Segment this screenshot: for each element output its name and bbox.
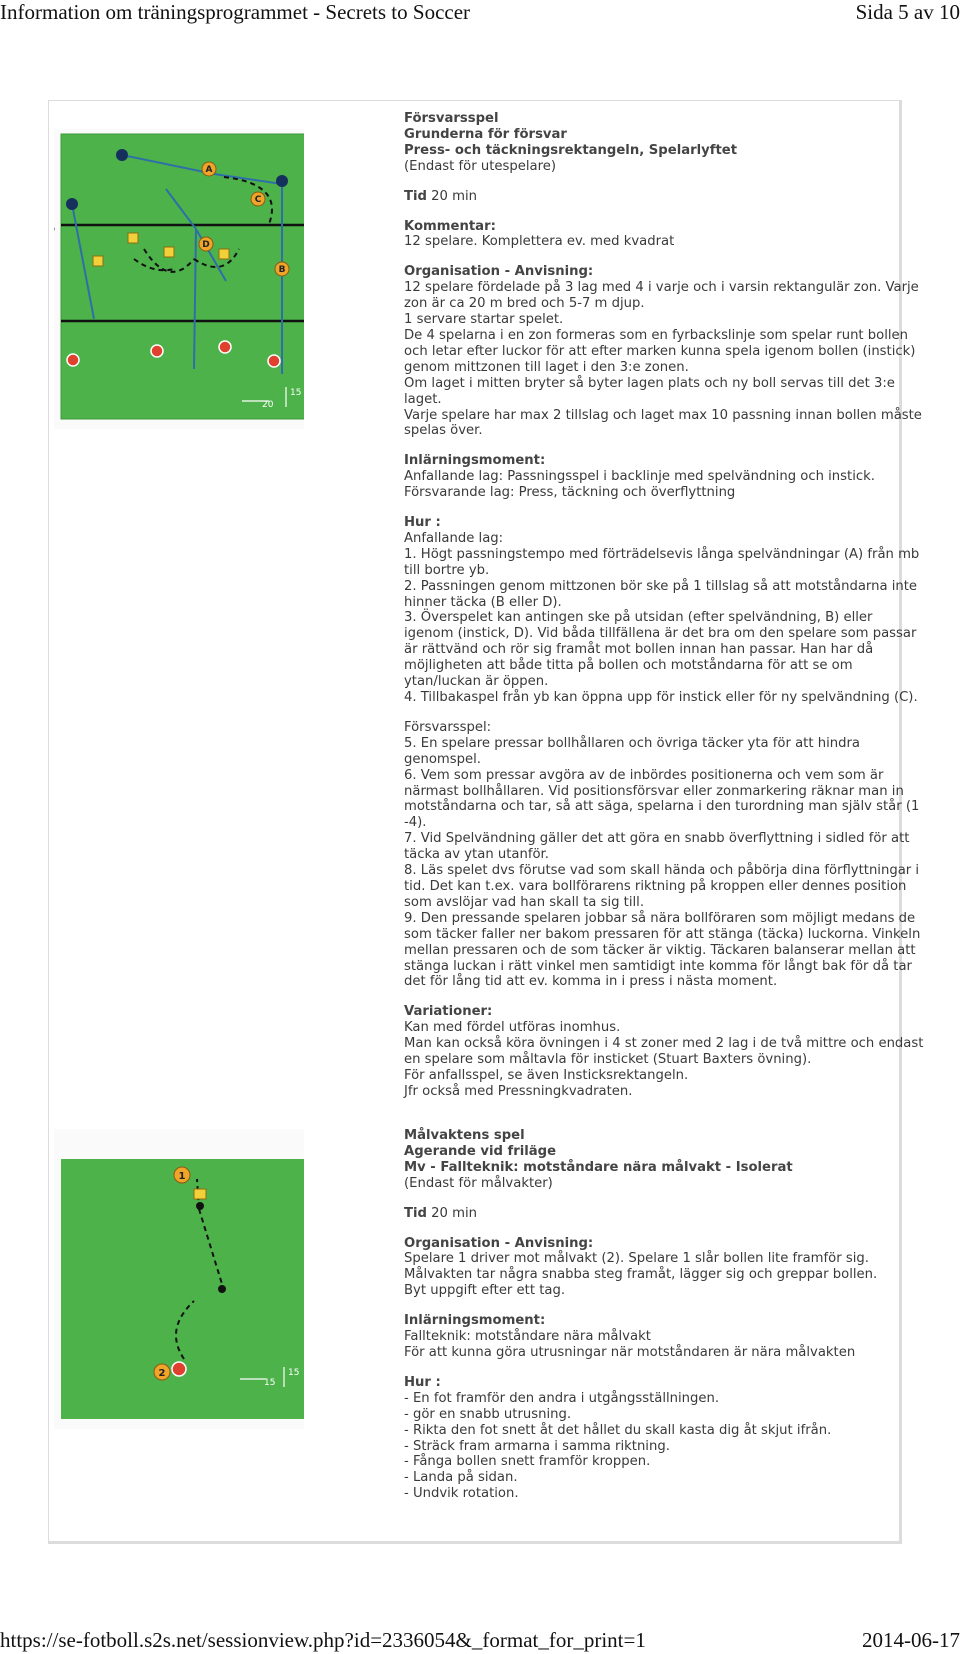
- height-label: 15: [288, 1368, 300, 1378]
- exercise1-diagram: [54, 129, 304, 429]
- how-line: 3. Överspelet kan antingen ske på utsidan (efter spelvändning, B) eller igenom (instick, D). Vid båda tillfällena är det bra om den spelare som passar är rättvänd och rör sig framåt mot bollen innan han passar. Han har då möjligheten att både titta på bollen och motståndarna för att se om ytan/luckan är öppen.: [404, 610, 917, 690]
- width-label: 15: [264, 1378, 276, 1388]
- page-header: [0, 0, 960, 30]
- subtitle-heading: Grunderna för försvar: [404, 126, 567, 142]
- subtitle-heading: Agerande vid friläge: [404, 1143, 557, 1159]
- how-line: 4. Tillbakaspel från yb kan öppna upp för instick eller för ny spelvändning (C).: [404, 690, 918, 705]
- page-url[interactable]: https://se-fotboll.s2s.net/sessionview.php?id=2336054&_format_for_print=1: [0, 1628, 646, 1652]
- time-row: Tid 20 min: [404, 1205, 478, 1221]
- exercise2-text: [404, 1128, 924, 1502]
- org-line: Målvakten tar några snabba steg framåt, lägger sig och greppar bollen.: [404, 1267, 878, 1283]
- learn-line: För att kunna göra utrusningar när motståndaren är nära målvakten: [404, 1344, 856, 1360]
- learn-line: Fallteknik: motståndare nära målvakt: [404, 1329, 651, 1345]
- width-label: 20: [262, 400, 274, 410]
- marker-d: D: [202, 240, 210, 250]
- comment-text: 12 spelare. Komplettera ev. med kvadrat: [404, 234, 675, 250]
- player-1-label: 1: [178, 1171, 186, 1182]
- how-line: - gör en snabb utrusning.: [404, 1406, 572, 1422]
- exercise-name: Press- och täckningsrektangeln, Spelarlyftet: [404, 142, 738, 158]
- marker-c: C: [254, 195, 262, 205]
- category-heading: Försvarsspel: [404, 111, 499, 126]
- org-line: Spelare 1 driver mot målvakt (2). Spelare 1 slår bollen lite framför sig.: [404, 1251, 869, 1267]
- time-row: Tid 20 min: [404, 188, 478, 204]
- org-label: Organisation - Anvisning:: [404, 264, 594, 280]
- how-line: 1. Högt passningstempo med förträdelsevis långa spelvändningar (A) från mb till bortre yb.: [404, 546, 920, 578]
- how-line: - Rikta den fot snett åt det hållet du skall kasta dig åt skjut ifrån.: [404, 1422, 832, 1438]
- how-label: Hur :: [404, 1374, 441, 1390]
- org-line: 12 spelare fördelade på 3 lag med 4 i varje och i varsin rektangulär zon. Varje zon är ca 20 m bred och 5-7 m djup.: [404, 280, 919, 312]
- exercise-note: (Endast för målvakter): [404, 1175, 553, 1191]
- how-line: - Fånga bollen snett framför kroppen.: [404, 1454, 651, 1470]
- category-heading: Målvaktens spel: [404, 1128, 525, 1143]
- how-line: 7. Vid Spelvändning gäller det att göra en snabb överflyttning i sidled för att täcka av ytan utanför.: [404, 831, 910, 863]
- how-line: - Sträck fram armarna i samma riktning.: [404, 1438, 670, 1454]
- comment-label: Kommentar:: [404, 218, 496, 234]
- session-panel: [48, 100, 924, 1544]
- how-line: 8. Läs spelet dvs förutse vad som skall hända och påbörja dina förflyttningar i tid. Det kan t.ex. vara bollförarens riktning på kroppen eller dennes position som avslöjar vad han skall ta sig till.: [404, 863, 920, 910]
- print-date: 2014-06-17: [862, 1628, 960, 1652]
- org-line: Om laget i mitten bryter så byter lagen plats och ny boll servas till det 3:e laget.: [404, 375, 895, 407]
- variation-line: Jfr också med Pressningkvadraten.: [404, 1083, 633, 1099]
- how-line: - Landa på sidan.: [404, 1470, 518, 1486]
- org-line: Varje spelare har max 2 tillslag och laget max 10 passning innan bollen måste spelas över.: [404, 407, 922, 439]
- variation-line: Man kan också köra övningen i 4 st zoner med 2 lag i de två mittre och endast en spelare som måltavla för insticket (Stuart Baxters övning).: [404, 1036, 924, 1068]
- how-attack-title: Anfallande lag:: [404, 530, 504, 546]
- org-line: De 4 spelarna i en zon formeras som en fyrbackslinje som spelar runt bollen och letar efter luckor för att efter marken kunna spela igenom bollen (instick) genom mittzonen till laget i den 3:e zonen.: [404, 327, 916, 375]
- exercise-note: (Endast för utespelare): [404, 158, 556, 174]
- height-label: 15: [290, 388, 302, 398]
- org-label: Organisation - Anvisning:: [404, 1235, 594, 1251]
- marker-b: B: [278, 265, 286, 275]
- how-line: - Undvik rotation.: [404, 1486, 519, 1502]
- how-line: 2. Passningen genom mittzonen bör ske på 1 tillslag så att motståndarna inte hinner täcka (B eller D).: [404, 578, 918, 610]
- exercise-name: Mv - Fallteknik: motståndare nära målvakt - Isolerat: [404, 1159, 793, 1175]
- document-title: Information om träningsprogrammet - Secrets to Soccer: [0, 0, 471, 24]
- variation-line: För anfallsspel, se även Insticksrektangeln.: [404, 1067, 689, 1083]
- how-line: 5. En spelare pressar bollhållaren och övriga täcker yta för att hindra genomspel.: [404, 735, 860, 767]
- learn-label: Inlärningsmoment:: [404, 453, 546, 469]
- learn-line: Försvarande lag: Press, täckning och överflyttning: [404, 485, 736, 501]
- org-line: 1 servare startar spelet.: [404, 312, 564, 328]
- how-line: 9. Den pressande spelaren jobbar så nära bollföraren som möjligt medans de som täcker faller ner bakom pressaren för att stänga (täcka) luckorna. Vinkeln mellan pressaren och de som täcker är viktig. Täckaren balanserar mellan att stänga luckan i rätt vinkel men samtidigt inte komma för långt bak för då tar det för lång tid att ev. komma in i press i nästa moment.: [404, 910, 921, 990]
- exercise2-diagram: [54, 1129, 304, 1429]
- page-footer: [0, 1628, 960, 1654]
- learn-line: Anfallande lag: Passningsspel i backlinje med spelvändning och instick.: [404, 469, 875, 485]
- how-line: 6. Vem som pressar avgöra av de inbördes positionerna och vem som är närmast bollhållaren. Vid positionsförsvar eller zonmarkering räknar man in motståndarna och tar, så att säga, spelarna i den turordning man själv står (1 -4).: [404, 767, 920, 831]
- how-line: - En fot framför den andra i utgångsställningen.: [404, 1390, 720, 1406]
- how-label: Hur :: [404, 515, 441, 531]
- player-2-label: 2: [158, 1368, 166, 1379]
- org-line: Byt uppgift efter ett tag.: [404, 1283, 566, 1299]
- marker-a: A: [205, 165, 213, 175]
- variations-label: Variationer:: [404, 1004, 493, 1020]
- exercise1-text: [404, 111, 924, 1100]
- how-defense-title: Försvarsspel:: [404, 719, 492, 735]
- variation-line: Kan med fördel utföras inomhus.: [404, 1020, 621, 1036]
- learn-label: Inlärningsmoment:: [404, 1313, 546, 1329]
- page-number: Sida 5 av 10: [855, 0, 960, 24]
